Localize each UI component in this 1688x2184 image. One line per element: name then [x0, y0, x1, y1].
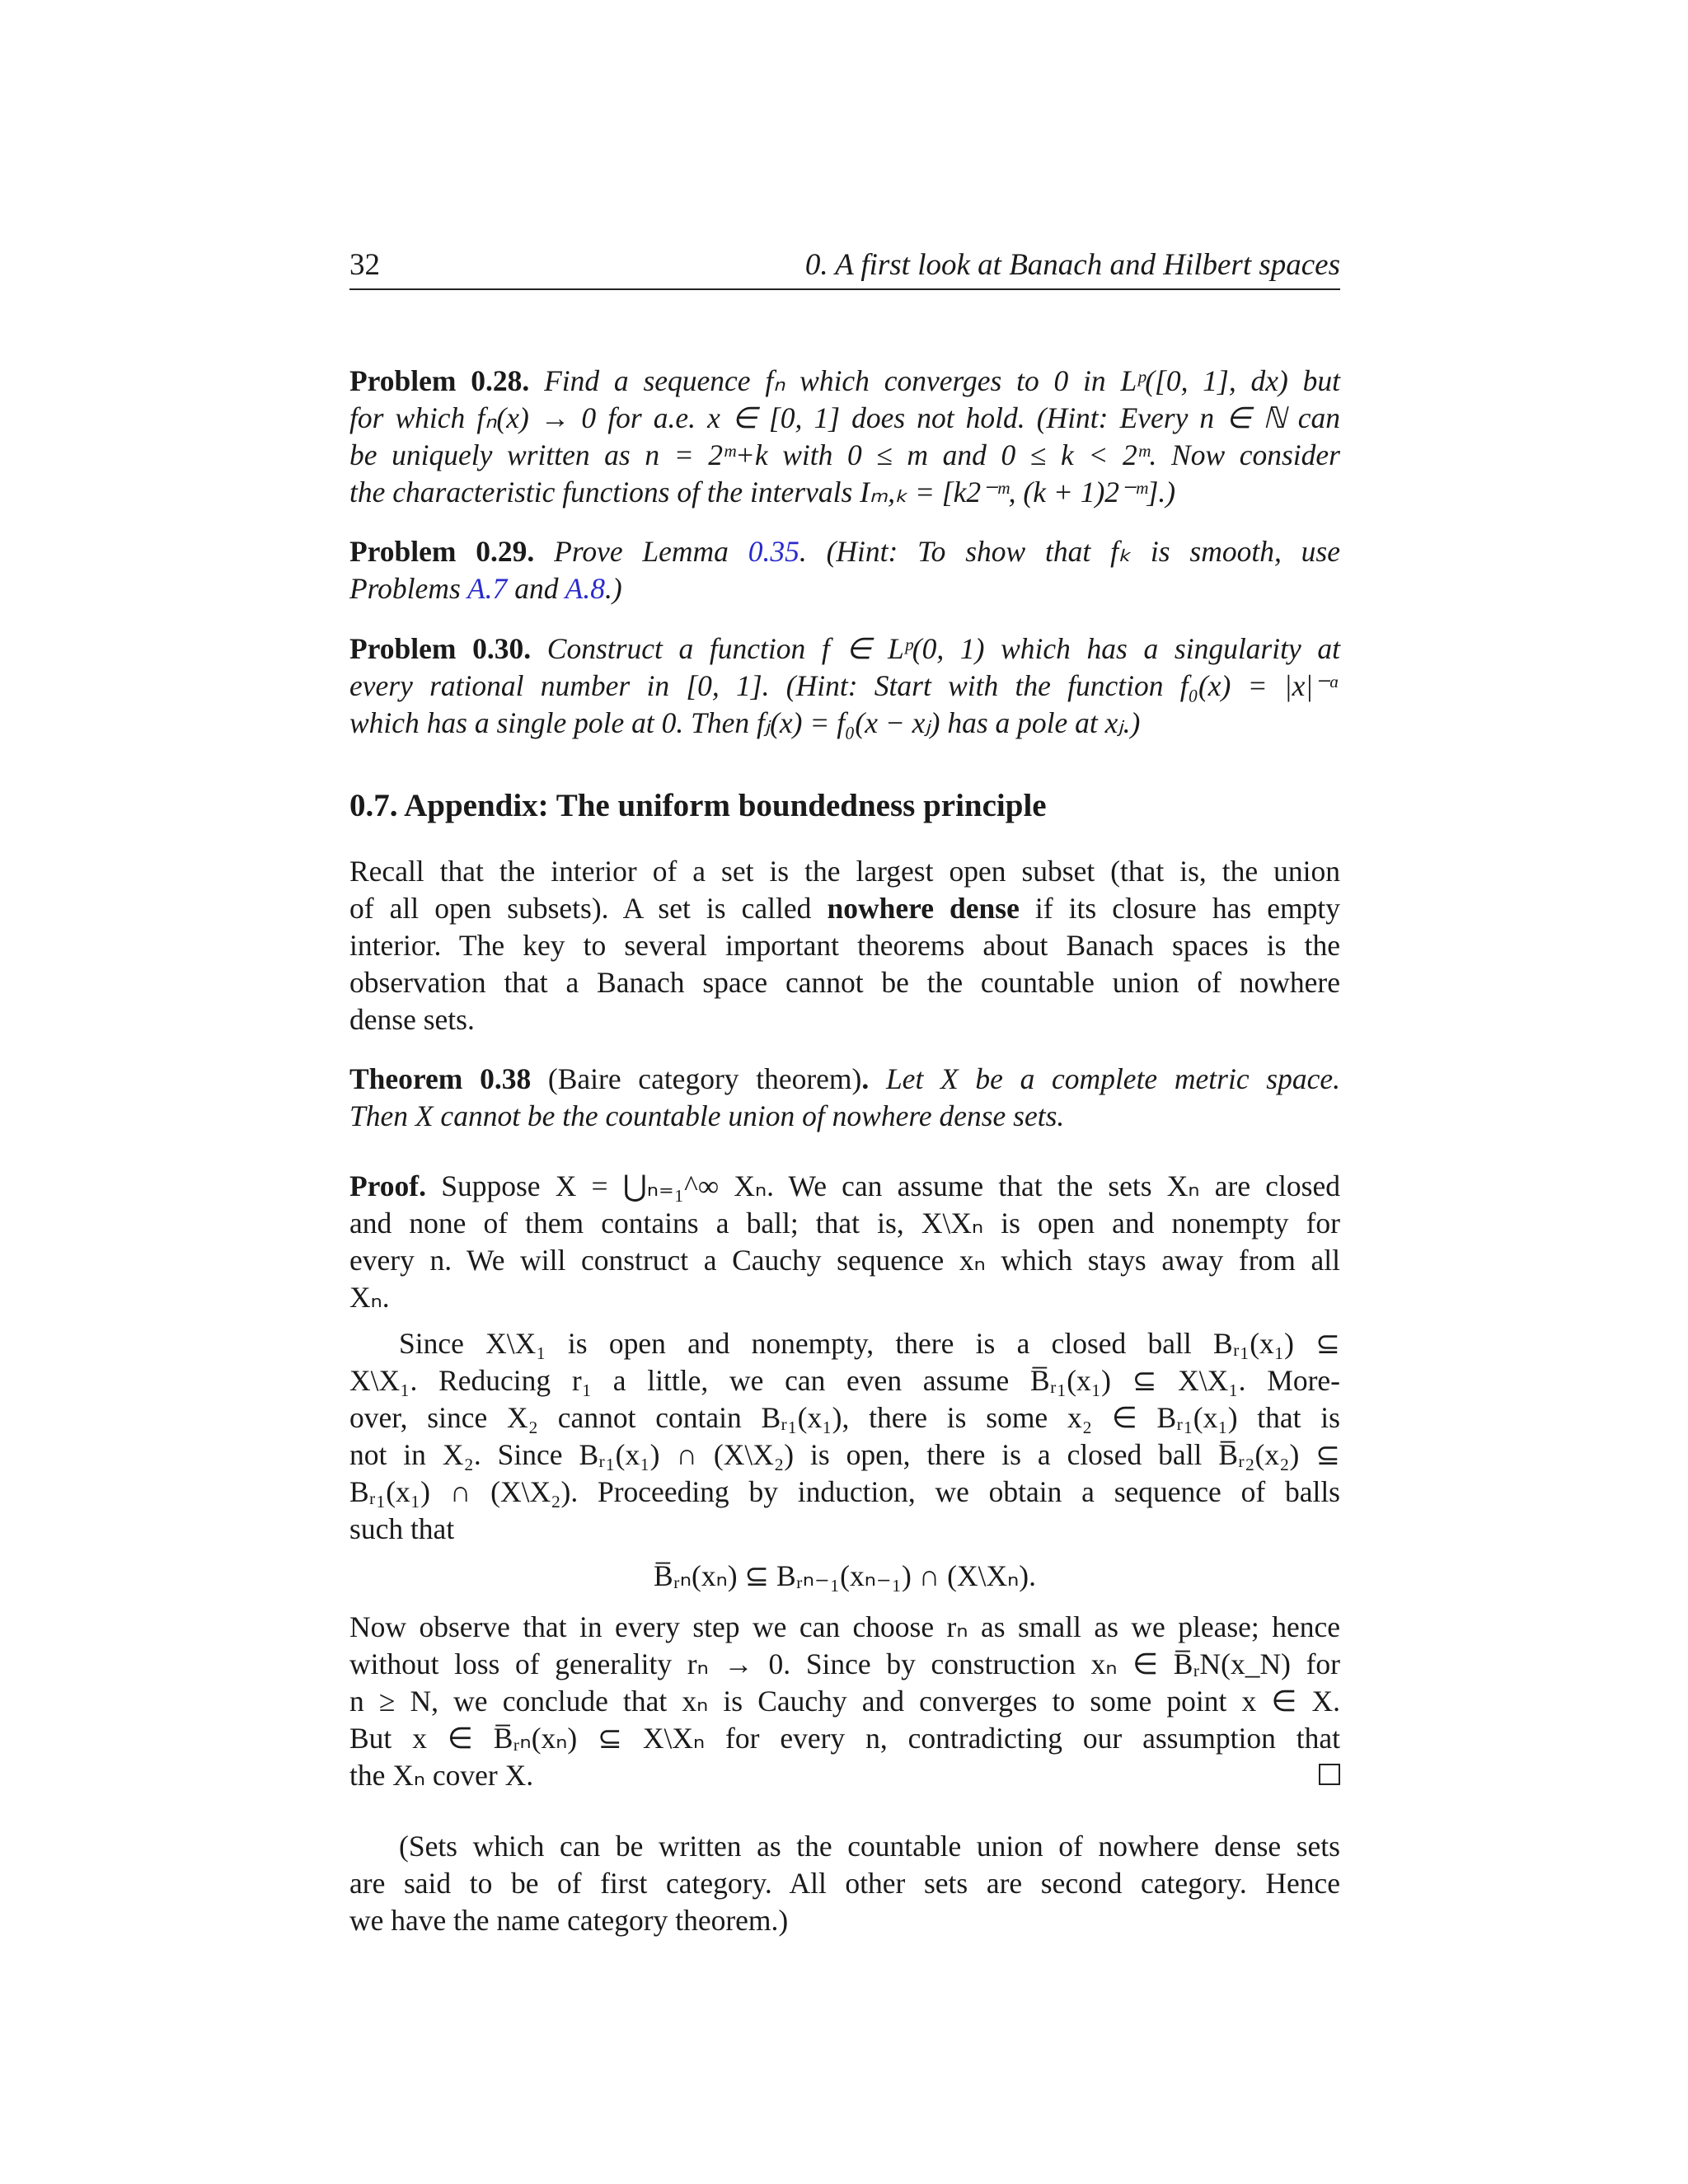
remark-line: we have the name category theorem.)	[349, 1904, 789, 1937]
proof-line: such that	[349, 1512, 455, 1545]
problem-0-29	[349, 533, 1340, 607]
problem-text: . (Hint: To show that fₖ is smooth, use	[799, 535, 1340, 568]
problem-label: Problem 0.30.	[349, 632, 532, 665]
paragraph-text: of all open subsets). A set is called	[349, 892, 828, 925]
paragraph-text: if its closure has empty	[1019, 892, 1340, 925]
proof-line: without loss of generality rₙ → 0. Since by construction xₙ ∈ B̅ᵣN(x_N) for	[349, 1647, 1340, 1680]
problem-text: and	[507, 572, 565, 605]
theorem-0-38	[349, 1061, 1340, 1135]
proof-label: Proof.	[349, 1169, 426, 1202]
paragraph-line: observation that a Banach space cannot be the countable union of nowhere	[349, 966, 1340, 999]
problem-text-line: the characteristic functions of the intervals Iₘ,ₖ = [k2⁻ᵐ, (k + 1)2⁻ᵐ].)	[349, 476, 1176, 509]
problem-text: Problems	[349, 572, 467, 605]
proof-line: and none of them contains a ball; that is, X\Xₙ is open and nonempty for	[349, 1207, 1340, 1240]
proof-line: over, since X₂ cannot contain Bᵣ₁(x₁), there is some x₂ ∈ Bᵣ₁(x₁) that is	[349, 1401, 1340, 1434]
proof-paragraph-3	[349, 1609, 1340, 1794]
remark-paragraph	[349, 1828, 1340, 1939]
qed-square-icon	[1319, 1764, 1340, 1785]
proof-paragraph-1	[349, 1168, 1340, 1316]
display-equation: B̅ᵣₙ(xₙ) ⊆ Bᵣₙ₋₁(xₙ₋₁) ∩ (X\Xₙ).	[654, 1559, 1036, 1592]
paragraph-line: dense sets.	[349, 1003, 475, 1036]
problem-text-line: which has a single pole at 0. Then fⱼ(x) = f₀(x − xⱼ) has a pole at xⱼ.)	[349, 706, 1141, 739]
proof-text: Suppose X = ⋃ₙ₌₁^∞ Xₙ. We can assume that the sets Xₙ are closed	[426, 1169, 1340, 1202]
theorem-statement: Then X cannot be the countable union of nowhere dense sets.	[349, 1099, 1065, 1132]
problem-label: Problem 0.28.	[349, 364, 530, 397]
chapter-title: 0. A first look at Banach and Hilbert spaces	[804, 248, 1340, 282]
proof-line: X\X₁. Reducing r₁ a little, we can even assume B̅ᵣ₁(x₁) ⊆ X\X₁. More-	[349, 1364, 1340, 1397]
theorem-label: Theorem 0.38	[349, 1062, 532, 1095]
proof-line: Now observe that in every step we can choose rₙ as small as we please; hence	[349, 1610, 1340, 1643]
section-title: 0.7. Appendix: The uniform boundedness principle	[349, 788, 1047, 823]
problem-a8-link[interactable]: A.8	[565, 572, 605, 605]
problem-0-30	[349, 630, 1340, 742]
proof-line: the Xₙ cover X.	[349, 1759, 534, 1792]
proof-line: n ≥ N, we conclude that xₙ is Cauchy and converges to some point x ∈ X.	[349, 1685, 1340, 1718]
intro-paragraph	[349, 853, 1340, 1038]
problem-label: Problem 0.29.	[349, 535, 535, 568]
proof-line: But x ∈ B̅ᵣₙ(xₙ) ⊆ X\Xₙ for every n, contradicting our assumption that	[349, 1722, 1340, 1755]
problem-0-28	[349, 363, 1340, 511]
problem-text-line: be uniquely written as n = 2ᵐ+k with 0 ≤ m and 0 ≤ k < 2ᵐ. Now consider	[349, 438, 1340, 471]
theorem-dot: .	[861, 1062, 870, 1095]
running-header	[349, 247, 1340, 290]
remark-line: are said to be of first category. All other sets are second category. Hence	[349, 1867, 1340, 1900]
proof-line: Since X\X₁ is open and nonempty, there is a closed ball Bᵣ₁(x₁) ⊆	[399, 1327, 1340, 1360]
problem-text-line: for which fₙ(x) → 0 for a.e. x ∈ [0, 1] does not hold. (Hint: Every n ∈ ℕ can	[349, 401, 1340, 434]
page-number: 32	[349, 248, 380, 282]
lemma-link[interactable]: 0.35	[748, 535, 799, 568]
remark-line: (Sets which can be written as the countable union of nowhere dense sets	[399, 1830, 1340, 1863]
problem-text: Prove Lemma	[554, 535, 748, 568]
paragraph-line: Recall that the interior of a set is the largest open subset (that is, the union	[349, 855, 1340, 888]
theorem-statement: Let X be a complete metric space.	[869, 1062, 1340, 1095]
term-nowhere-dense: nowhere dense	[827, 892, 1020, 925]
problem-text-line: Find a sequence fₙ which converges to 0 in Lᵖ([0, 1], dx) but	[544, 364, 1340, 397]
theorem-name: (Baire category theorem)	[531, 1062, 862, 1095]
proof-line: every n. We will construct a Cauchy sequence xₙ which stays away from all	[349, 1244, 1340, 1277]
problem-text-line: Construct a function f ∈ Lᵖ(0, 1) which has a singularity at	[546, 632, 1340, 665]
problem-text: .)	[604, 572, 622, 605]
proof-line: Xₙ.	[349, 1281, 390, 1314]
proof-line: Bᵣ₁(x₁) ∩ (X\X₂). Proceeding by induction, we obtain a sequence of balls	[349, 1475, 1340, 1508]
proof-line: not in X₂. Since Bᵣ₁(x₁) ∩ (X\X₂) is open, there is a closed ball B̅ᵣ₂(x₂) ⊆	[349, 1438, 1340, 1471]
problem-text-line: every rational number in [0, 1]. (Hint: Start with the function f₀(x) = |x|⁻ᵅ	[349, 669, 1340, 702]
paragraph-line: interior. The key to several important theorems about Banach spaces is the	[349, 929, 1340, 962]
problem-a7-link[interactable]: A.7	[467, 572, 508, 605]
proof-paragraph-2	[349, 1325, 1340, 1548]
